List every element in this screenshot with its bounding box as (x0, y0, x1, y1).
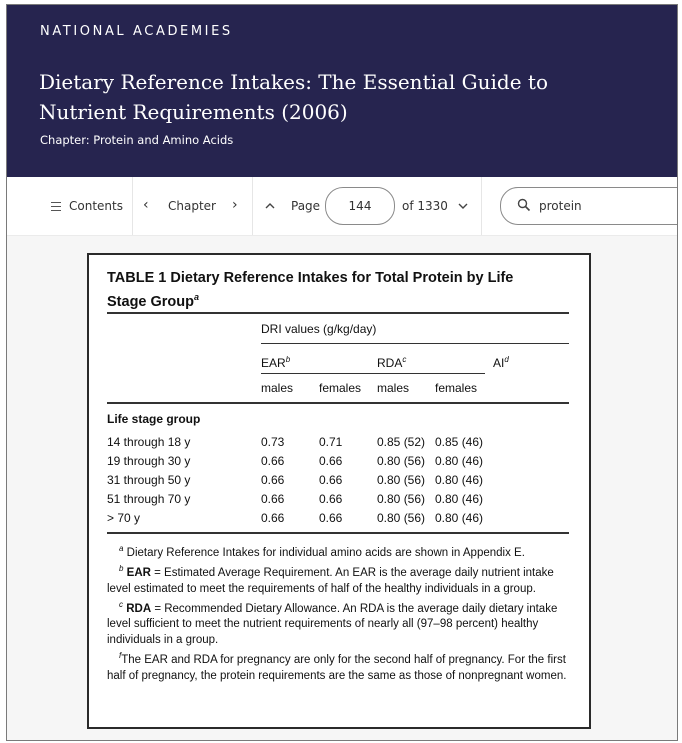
chapter-label-button[interactable]: Chapter (168, 199, 216, 213)
ear-females-value: 0.66 (319, 473, 343, 487)
toolbar-divider (252, 177, 253, 235)
rda-males-value: 0.85 (52) (377, 435, 426, 449)
row-group: 19 through 30 y (107, 454, 191, 468)
ear-males-header: males (261, 381, 294, 395)
reader-window (6, 4, 678, 741)
header-banner (7, 5, 677, 177)
row-group: 31 through 50 y (107, 473, 191, 487)
row-group: 14 through 18 y (107, 435, 191, 449)
rda-males-header: males (377, 381, 410, 395)
table-rule (261, 373, 485, 374)
footnote: $^a$ Dietary Reference Intakes for individual amino acids are shown in Appendix E. (119, 544, 525, 559)
page-down-icon[interactable] (457, 197, 469, 220)
toolbar-divider (481, 177, 482, 235)
search-input[interactable] (539, 197, 678, 215)
dri-header: DRI values (g/kg/day) (261, 322, 377, 336)
row-group: 51 through 70 y (107, 492, 191, 506)
table-rule (107, 402, 569, 404)
rda-males-value: 0.80 (56) (377, 492, 426, 506)
toolbar-divider (132, 177, 133, 235)
reader-toolbar (7, 177, 677, 236)
ear-females-value: 0.66 (319, 454, 343, 468)
table-rule (261, 343, 569, 344)
table-footnotes (107, 541, 572, 684)
footnote: $^c$ RDA = Recommended Dietary Allowance. An RDA is the average daily dietary intake level sufficient to meet the nutrient requirements of nearly all (97–98 percent) healthy individuals in a group. (107, 600, 558, 646)
rda-females-value: 0.85 (46) (435, 435, 484, 449)
contents-button[interactable]: Contents (69, 199, 123, 213)
next-chapter-icon[interactable]: › (232, 197, 238, 213)
table-title: TABLE 1 Dietary Reference Intakes for Total Protein by Life Stage Group$^a$ (107, 270, 514, 310)
rda-females-value: 0.80 (46) (435, 454, 484, 468)
book-title: Dietary Reference Intakes: The Essential Guide to Nutrient Requirements (2006) (39, 70, 549, 124)
rda-males-value: 0.80 (56) (377, 511, 426, 525)
ear-header: EAR$^b$ (261, 355, 291, 370)
rda-females-header: females (435, 381, 478, 395)
search-box[interactable] (500, 187, 678, 225)
brand-logo[interactable]: NATIONAL ACADEMIES (40, 24, 233, 39)
page-number-input[interactable]: 144 (325, 187, 395, 225)
ear-males-value: 0.73 (261, 435, 285, 449)
ear-females-value: 0.71 (319, 435, 343, 449)
ear-females-value: 0.66 (319, 511, 343, 525)
rda-males-value: 0.80 (56) (377, 473, 426, 487)
footnote-mark: a (194, 292, 200, 302)
ear-females-value: 0.66 (319, 492, 343, 506)
rda-females-value: 0.80 (46) (435, 492, 484, 506)
rda-males-value: 0.80 (56) (377, 454, 426, 468)
rda-females-value: 0.80 (46) (435, 473, 484, 487)
ear-males-value: 0.66 (261, 454, 285, 468)
table-rule (107, 532, 569, 534)
page-total: of 1330 (402, 199, 448, 213)
footnote: $^f$The EAR and RDA for pregnancy are only for the second half of pregnancy. For the first half of pregnancy, the protein requirements are the same as those of nonpregnant women. (107, 651, 567, 682)
book-page-image (87, 253, 591, 729)
table-rule (107, 312, 569, 314)
life-stage-header: Life stage group (107, 412, 201, 426)
ear-females-header: females (319, 381, 362, 395)
prev-chapter-icon[interactable]: ‹ (143, 197, 149, 213)
ear-males-value: 0.66 (261, 511, 285, 525)
rda-header: RDA$^c$ (377, 355, 407, 370)
ear-males-value: 0.66 (261, 492, 285, 506)
ai-header: $AI^d$ (493, 355, 509, 370)
chapter-label: Chapter: Protein and Amino Acids (40, 133, 234, 147)
rda-females-value: 0.80 (46) (435, 511, 484, 525)
page-up-icon[interactable] (264, 197, 276, 220)
ear-males-value: 0.66 (261, 473, 285, 487)
footnote: $^b$ EAR = Estimated Average Requirement. An EAR is the average daily nutrient intake level estimated to meet the requirements of half of the healthy individuals in a group. (107, 564, 554, 595)
row-group: > 70 y (107, 511, 141, 525)
page-label: Page (291, 199, 321, 213)
search-icon[interactable] (517, 198, 531, 212)
contents-menu-icon[interactable] (49, 197, 63, 215)
